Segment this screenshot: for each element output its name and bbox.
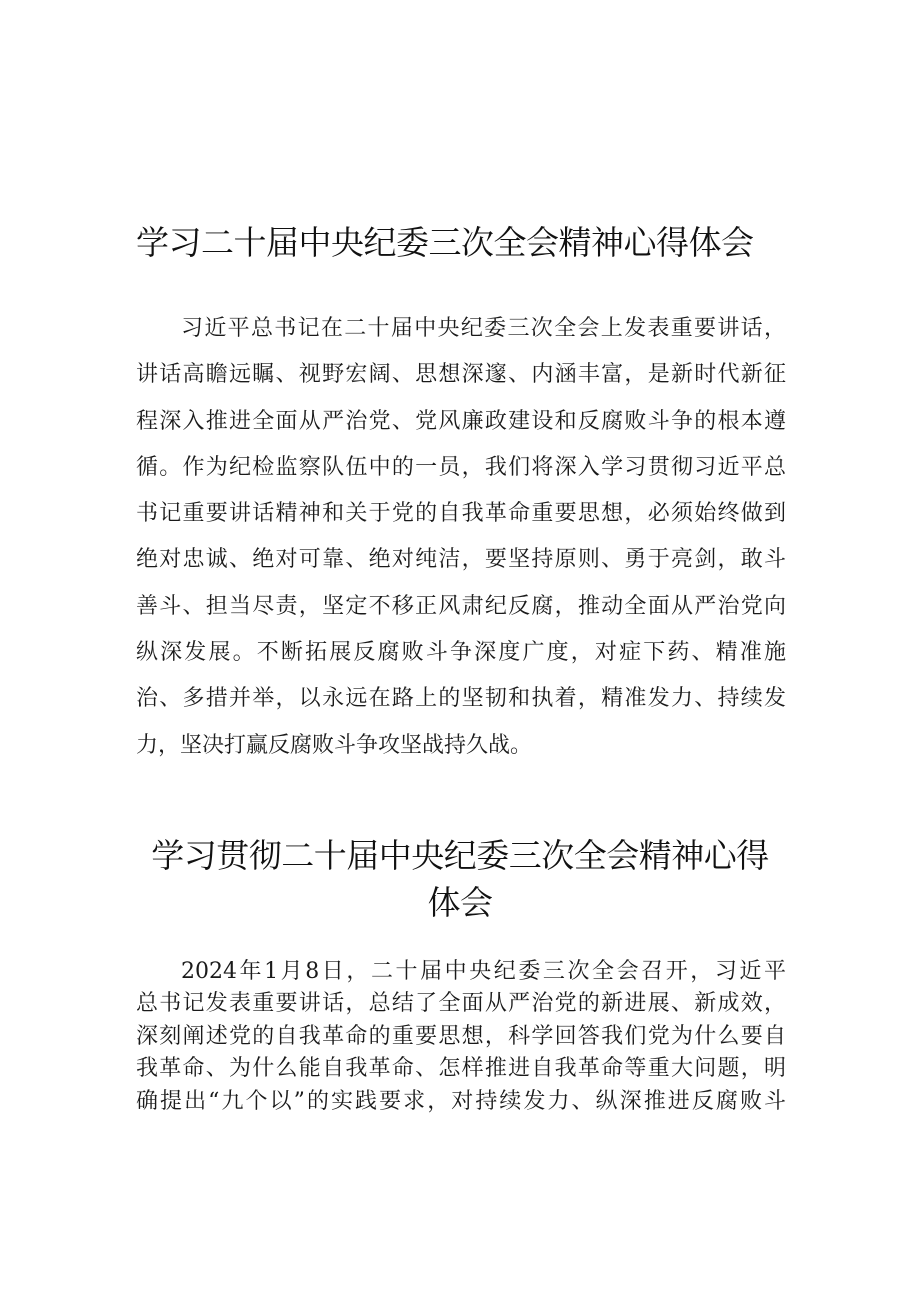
section1-line-1: 习近平总书记在二十届中央纪委三次全会上发表重要讲话， — [181, 316, 786, 341]
section2-line-3: 深刻阐述党的自我革命的重要思想，科学回答我们党为什么要自 — [136, 1023, 786, 1049]
section2-title — [130, 832, 790, 926]
section1-title: 学习二十届中央纪委三次全会精神心得体会 — [136, 223, 754, 262]
section2-title-line-1: 学习贯彻二十届中央纪委三次全会精神心得 — [151, 836, 769, 875]
section1-line-4: 循。作为纪检监察队伍中的一员，我们将深入学习贯彻习近平总 — [136, 454, 786, 480]
section1-line-5: 书记重要讲话精神和关于党的自我革命重要思想，必须始终做到 — [136, 501, 786, 527]
section1-line-2: 讲话高瞻远瞩、视野宏阔、思想深邃、内涵丰富，是新时代新征 — [136, 362, 786, 388]
section1-line-10: 力，坚决打赢反腐败斗争攻坚战持久战。 — [136, 732, 533, 758]
section1-paragraph — [136, 306, 786, 769]
section1-line-3: 程深入推进全面从严治党、党风廉政建设和反腐败斗争的根本遵 — [136, 408, 786, 434]
section2-line-1: 2024年1月8日，二十届中央纪委三次全会召开，习近平 — [181, 959, 786, 984]
section1-line-8: 纵深发展。不断拓展反腐败斗争深度广度，对症下药、精准施 — [136, 640, 786, 666]
section1-line-7: 善斗、担当尽责，坚定不移正风肃纪反腐，推动全面从严治党向 — [136, 593, 786, 619]
section2-paragraph — [136, 956, 786, 1118]
section2-title-line-2: 体会 — [427, 883, 493, 922]
section2-line-4: 我革命、为什么能自我革命、怎样推进自我革命等重大问题，明 — [136, 1056, 786, 1082]
section2-line-2: 总书记发表重要讲话，总结了全面从严治党的新进展、新成效， — [136, 991, 786, 1017]
section2-line-5: 确提出“九个以”的实践要求，对持续发力、纵深推进反腐败斗 — [136, 1088, 786, 1114]
section1-line-6: 绝对忠诚、绝对可靠、绝对纯洁，要坚持原则、勇于亮剑，敢斗 — [136, 547, 786, 573]
section1-line-9: 治、多措并举，以永远在路上的坚韧和执着，精准发力、持续发 — [136, 686, 786, 712]
